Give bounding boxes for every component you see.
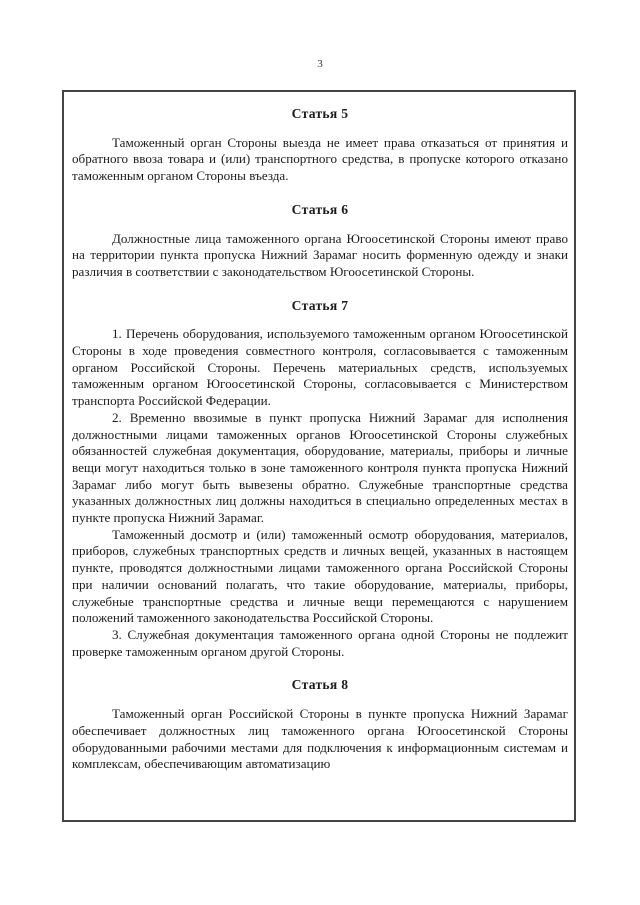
article-title: Статья 7 (291, 297, 349, 313)
article-paragraph: 2. Временно ввозимые в пункт пропуска Нижний Зарамаг для исполнения должностными лицами таможенных органов Югоосетинской Стороны служебных обязанностей служебная документация, оборудование, материалы, приборы и личные вещи могут находиться только в зоне таможенного контроля пункта пропуска Нижний Зарамаг либо могут быть вывезены обратно. Служебные транспортные средства указанных должностных лиц должны находиться в специально определенных местах в пункте пропуска Нижний Зарамаг. (72, 409, 568, 526)
article-paragraph: 1. Перечень оборудования, используемого таможенным органом Югоосетинской Стороны в ходе проведения совместного контроля, согласовывается с таможенным органом Российской Стороны. Перечень материальных средств, используемых таможенным органом Югоосетинской Стороны, согласовывается с Министерством транспорта Российской Федерации. (72, 326, 568, 409)
article-paragraph: Таможенный орган Российской Стороны в пункте пропуска Нижний Зарамаг обеспечивает должностных лиц таможенного органа Югоосетинской Стороны оборудованными рабочими местами для подключения к информационным системам и комплексам, обеспечивающим автоматизацию (72, 706, 568, 772)
article-paragraph: Должностные лица таможенного органа Югоосетинской Стороны имеют право на территории пункта пропуска Нижний Зарамаг носить форменную одежду и знаки различия в соответствии с законодательством Югоосетинской Стороны. (72, 230, 568, 279)
article-title: Статья 8 (291, 677, 349, 693)
article-paragraph: 3. Служебная документация таможенного органа одной Стороны не подлежит проверке таможенным органом другой Стороны. (72, 626, 568, 659)
page-number: 3 (317, 58, 323, 70)
article-paragraph: Таможенный досмотр и (или) таможенный осмотр оборудования, материалов, приборов, служебных транспортных средств и личных вещей, указанных в настоящем пункте, проводятся должностными лицами таможенного органа Российской Стороны при наличии оснований полагать, что такие оборудование, материалы, приборы, служебные транспортные средства и личные вещи перемещаются с нарушением положений таможенного законодательства Российской Стороны. (72, 526, 568, 626)
article-8 (72, 677, 568, 773)
article-title: Статья 5 (291, 106, 349, 121)
article-5 (72, 106, 568, 185)
article-6 (72, 202, 568, 281)
article-paragraph: Таможенный орган Стороны выезда не имеет права отказаться от принятия и обратного ввоза товара и (или) транспортного средства, в пропуске которого отказано таможенным органом Стороны въезда. (72, 134, 568, 184)
article-title: Статья 6 (291, 201, 349, 217)
article-7 (72, 298, 568, 661)
document-body (72, 106, 568, 790)
